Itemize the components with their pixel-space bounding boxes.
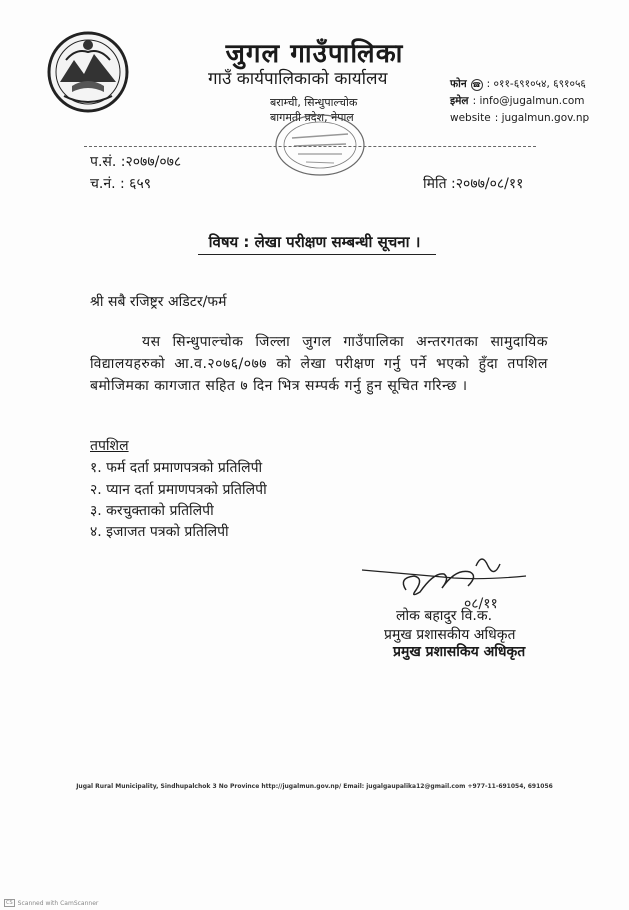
- subject-underline: [198, 254, 436, 255]
- address-line-1: बराम्ची, सिन्धुपाल्चोक: [270, 96, 358, 109]
- footer-contact: Jugal Rural Municipality, Sindhupalchok 3 No Province http://jugalmun.gov.np/ Email: jugalgaupalika12@gmail.com +977-11-691054, 691056: [76, 783, 553, 790]
- list-item: २. प्यान दर्ता प्रमाणपत्रको प्रतिलिपी: [90, 482, 267, 498]
- email-label: इमेल: [450, 95, 469, 107]
- signatory-title-stamp: प्रमुख प्रशासकिय अधिकृत: [393, 644, 526, 660]
- list-item: १. फर्म दर्ता प्रमाणपत्रको प्रतिलिपी: [90, 460, 263, 476]
- email-row: [450, 93, 589, 110]
- scanner-text: Scanned with CamScanner: [17, 899, 99, 907]
- header-divider: [84, 146, 536, 147]
- office-name: गाउँ कार्यपालिकाको कार्यालय: [208, 69, 388, 89]
- website-value: : jugalmun.gov.np: [494, 112, 590, 124]
- signatory-title: प्रमुख प्रशासकीय अधिकृत: [384, 627, 516, 643]
- chalani-number: च.नं. : ६५९: [90, 176, 152, 192]
- office-stamp: [272, 112, 368, 178]
- addressee: श्री सबै रजिष्ट्रर अडिटर/फर्म: [90, 294, 227, 310]
- signatory-name: लोक बहादुर वि.क.: [396, 608, 493, 624]
- address-line-2: बागमती प्रदेश, नेपाल: [270, 111, 354, 124]
- contact-block: [450, 76, 589, 127]
- list-item: ३. करचुक्ताको प्रतिलिपी: [90, 503, 214, 519]
- email-value: : info@jugalmun.com: [472, 95, 585, 107]
- sign-date: ०८/११: [464, 596, 498, 612]
- list-item: ४. इजाजत पत्रको प्रतिलिपी: [90, 524, 229, 540]
- body-paragraph: यस सिन्धुपाल्चोक जिल्ला जुगल गाउँपालिका अन्तरगतका सामुदायिक विद्यालयहरुको आ.व.२०७६/०७७ को लेखा परीक्षण गर्नु पर्ने भएको हुँदा तपशिल बमोजिमका कागजात सहित ७ दिन भित्र सम्पर्क गर्नु हुन सूचित गरिन्छ ।: [90, 334, 548, 394]
- camscanner-icon: CS: [6, 900, 13, 906]
- website-row: [450, 110, 589, 127]
- scanner-watermark: [4, 899, 98, 907]
- phone-label: फोन: [450, 78, 467, 90]
- website-label: website: [450, 112, 491, 124]
- letter-date: मिति :२०७७/०८/११: [423, 176, 524, 192]
- list-title: तपशिल: [90, 438, 129, 454]
- patra-sankhya: प.सं. :२०७७/०७८: [90, 154, 182, 170]
- org-name: जुगल गाउँपालिका: [225, 39, 404, 69]
- phone-value: : ०११-६९१०५४, ६९१०५६: [486, 78, 586, 90]
- subject-line: विषय : लेखा परीक्षण सम्बन्धी सूचना ।: [208, 233, 421, 251]
- phone-icon: ☎: [472, 80, 482, 89]
- phone-row: [450, 76, 589, 93]
